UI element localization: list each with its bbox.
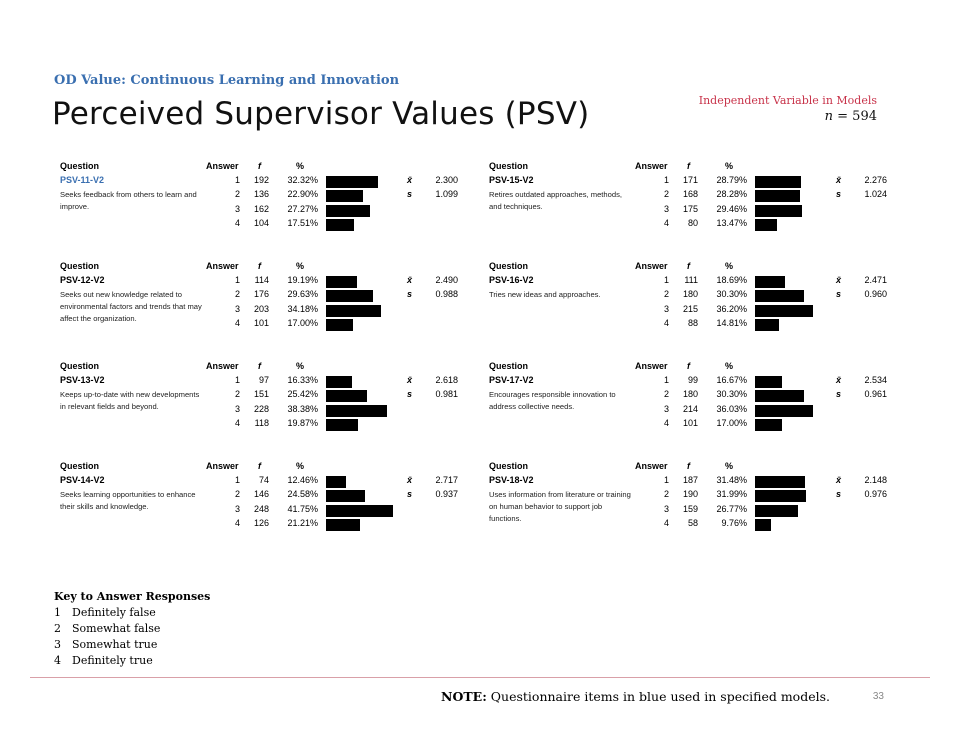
answer-key — [54, 590, 210, 670]
frequency-value: 136 — [253, 189, 269, 200]
percent-bar — [755, 419, 782, 431]
mean-symbol: x̄ — [836, 475, 842, 485]
question-id: PSV-17-V2 — [489, 375, 534, 385]
answer-value: 2 — [234, 489, 240, 500]
frequency-header: f — [258, 261, 261, 271]
answer-value: 1 — [234, 375, 240, 385]
question-header: Question — [60, 261, 100, 271]
sd-symbol: s — [407, 389, 413, 399]
percent-value: 9.76% — [721, 517, 747, 528]
mean-value: 2.717 — [435, 475, 458, 485]
question-block — [489, 361, 899, 451]
response-row — [60, 404, 470, 418]
frequency-value: 248 — [253, 503, 269, 514]
percent-bar — [326, 176, 378, 188]
percent-bar — [326, 419, 358, 431]
percent-bar — [755, 390, 804, 402]
percent-bar — [755, 305, 813, 317]
response-row — [489, 518, 899, 532]
answer-header: Answer — [635, 161, 668, 171]
answer-header: Answer — [635, 461, 668, 471]
percent-bar — [326, 276, 357, 288]
question-id: PSV-11-V2 — [60, 175, 105, 185]
answer-value: 3 — [234, 403, 240, 414]
percent-bar — [326, 505, 393, 517]
sd-value: 0.988 — [435, 289, 458, 299]
percent-bar — [755, 276, 785, 288]
frequency-header: f — [258, 361, 261, 371]
percent-bar — [326, 290, 373, 302]
frequency-value: 180 — [682, 289, 698, 300]
frequency-value: 187 — [682, 475, 698, 485]
percent-bar — [326, 205, 370, 217]
answer-value: 2 — [663, 289, 669, 300]
answer-value: 1 — [234, 475, 240, 485]
frequency-header: f — [687, 461, 690, 471]
percent-bar — [326, 490, 365, 502]
answer-header: Answer — [635, 361, 668, 371]
answer-value: 2 — [663, 189, 669, 200]
percent-header: % — [296, 361, 305, 371]
answer-key-number: 2 — [54, 622, 61, 635]
note-text: Questionnaire items in blue used in specified models. — [486, 689, 830, 704]
frequency-value: 203 — [253, 303, 269, 314]
frequency-value: 146 — [253, 489, 269, 500]
answer-key-number: 4 — [54, 654, 61, 667]
question-block — [60, 461, 470, 551]
mean-value: 2.148 — [864, 475, 887, 485]
percent-value: 36.20% — [716, 303, 747, 314]
frequency-value: 228 — [253, 403, 269, 414]
answer-value: 3 — [663, 403, 669, 414]
sd-value: 0.960 — [864, 289, 887, 299]
question-text: Retires outdated approaches, methods, and techniques. — [489, 190, 622, 211]
frequency-value: 118 — [254, 417, 269, 428]
response-row — [489, 504, 899, 518]
percent-value: 30.30% — [716, 289, 747, 300]
answer-value: 1 — [663, 375, 669, 385]
percent-bar — [326, 319, 353, 331]
percent-value: 17.00% — [287, 317, 318, 328]
response-row — [60, 418, 470, 432]
percent-value: 16.67% — [716, 375, 747, 385]
percent-value: 24.58% — [287, 489, 318, 500]
mean-symbol: x̄ — [407, 475, 413, 485]
answer-key-label: Definitely false — [72, 606, 156, 619]
frequency-value: 175 — [682, 203, 698, 214]
response-row — [60, 218, 470, 232]
answer-value: 3 — [663, 303, 669, 314]
answer-header: Answer — [635, 261, 668, 271]
question-text: Keeps up-to-date with new developments in relevant fields and beyond. — [60, 390, 200, 411]
percent-value: 16.33% — [287, 375, 318, 385]
percent-bar — [755, 319, 779, 331]
response-row — [489, 404, 899, 418]
question-block — [60, 361, 470, 451]
answer-value: 4 — [234, 317, 240, 328]
percent-value: 41.75% — [287, 503, 318, 514]
percent-header: % — [725, 161, 734, 171]
question-id: PSV-12-V2 — [60, 275, 105, 285]
percent-value: 12.46% — [287, 475, 318, 485]
frequency-value: 171 — [682, 175, 698, 185]
percent-value: 29.63% — [287, 289, 318, 300]
answer-value: 3 — [234, 203, 240, 214]
answer-key-item — [54, 606, 210, 622]
frequency-value: 74 — [258, 475, 269, 485]
frequency-value: 99 — [687, 375, 698, 385]
percent-bar — [755, 519, 771, 531]
question-header: Question — [60, 161, 100, 171]
answer-value: 2 — [234, 189, 240, 200]
percent-value: 25.42% — [287, 389, 318, 400]
question-id: PSV-13-V2 — [60, 375, 105, 385]
answer-value: 4 — [234, 417, 240, 428]
percent-bar — [326, 305, 381, 317]
percent-bar — [755, 205, 802, 217]
frequency-value: 192 — [253, 175, 269, 185]
answer-key-label: Somewhat true — [72, 638, 158, 651]
question-id: PSV-15-V2 — [489, 175, 534, 185]
mean-symbol: x̄ — [836, 375, 842, 385]
answer-key-number: 3 — [54, 638, 61, 651]
percent-value: 34.18% — [287, 303, 318, 314]
percent-header: % — [725, 361, 734, 371]
n-value: = 594 — [833, 109, 877, 124]
mean-symbol: x̄ — [407, 275, 413, 285]
frequency-value: 162 — [253, 203, 269, 214]
mean-value: 2.300 — [435, 175, 458, 185]
response-row — [60, 204, 470, 218]
question-text: Seeks feedback from others to learn and improve. — [60, 190, 197, 211]
answer-key-item — [54, 638, 210, 654]
percent-bar — [755, 290, 804, 302]
percent-header: % — [296, 161, 305, 171]
mean-value: 2.618 — [435, 375, 458, 385]
question-text: Encourages responsible innovation to address collective needs. — [489, 390, 616, 411]
response-row — [60, 518, 470, 532]
mean-value: 2.534 — [864, 375, 887, 385]
answer-value: 4 — [234, 217, 240, 228]
percent-value: 31.99% — [716, 489, 747, 500]
sd-symbol: s — [407, 189, 413, 199]
percent-value: 27.27% — [287, 203, 318, 214]
answer-header: Answer — [206, 261, 239, 271]
frequency-value: 58 — [687, 517, 698, 528]
frequency-header: f — [687, 361, 690, 371]
mean-symbol: x̄ — [836, 275, 842, 285]
answer-key-number: 1 — [54, 606, 61, 619]
answer-value: 1 — [663, 175, 669, 185]
frequency-value: 88 — [687, 317, 698, 328]
response-row — [489, 418, 899, 432]
question-block — [60, 261, 470, 351]
frequency-value: 159 — [682, 503, 698, 514]
question-block — [489, 461, 899, 551]
percent-header: % — [296, 461, 305, 471]
question-id: PSV-14-V2 — [60, 475, 105, 485]
footnote — [441, 689, 830, 704]
response-row — [489, 318, 899, 332]
answer-header: Answer — [206, 161, 239, 171]
answer-value: 4 — [663, 517, 669, 528]
percent-value: 17.00% — [716, 417, 747, 428]
response-row — [60, 504, 470, 518]
answer-key-item — [54, 622, 210, 638]
frequency-value: 101 — [253, 317, 269, 328]
percent-bar — [755, 219, 777, 231]
answer-value: 4 — [663, 217, 669, 228]
sd-value: 0.937 — [435, 489, 458, 499]
question-block — [60, 161, 470, 251]
percent-value: 21.21% — [287, 517, 318, 528]
response-row — [60, 304, 470, 318]
question-text: Uses information from literature or training on human behavior to support job functions. — [489, 490, 631, 523]
percent-value: 26.77% — [716, 503, 747, 514]
answer-value: 1 — [234, 175, 240, 185]
page-number: 33 — [872, 691, 884, 702]
answer-value: 3 — [663, 203, 669, 214]
answer-value: 4 — [663, 317, 669, 328]
question-text: Tries new ideas and approaches. — [489, 290, 601, 299]
frequency-value: 215 — [682, 303, 698, 314]
question-id: PSV-16-V2 — [489, 275, 534, 285]
answer-key-label: Somewhat false — [72, 622, 161, 635]
sd-value: 1.099 — [435, 189, 458, 199]
percent-header: % — [296, 261, 305, 271]
question-header: Question — [489, 261, 529, 271]
percent-value: 32.32% — [287, 175, 318, 185]
percent-value: 17.51% — [287, 217, 318, 228]
mean-symbol: x̄ — [836, 175, 842, 185]
percent-header: % — [725, 261, 734, 271]
percent-value: 19.87% — [287, 417, 318, 428]
sd-symbol: s — [407, 489, 413, 499]
percent-value: 22.90% — [287, 189, 318, 200]
percent-bar — [326, 190, 363, 202]
sd-value: 0.981 — [435, 389, 458, 399]
answer-value: 3 — [234, 503, 240, 514]
answer-value: 2 — [663, 389, 669, 400]
question-text: Seeks out new knowledge related to environmental factors and trends that may affect the organization. — [60, 290, 202, 323]
frequency-value: 104 — [253, 217, 269, 228]
footer-divider — [30, 677, 930, 678]
answer-value: 1 — [663, 275, 669, 285]
frequency-value: 190 — [682, 489, 698, 500]
percent-bar — [755, 190, 800, 202]
sd-symbol: s — [836, 189, 842, 199]
frequency-value: 114 — [254, 275, 269, 285]
frequency-value: 111 — [684, 275, 698, 285]
sd-value: 0.976 — [864, 489, 887, 499]
frequency-value: 214 — [682, 403, 698, 414]
percent-bar — [755, 176, 801, 188]
percent-value: 14.81% — [716, 317, 747, 328]
question-header: Question — [60, 361, 100, 371]
percent-value: 30.30% — [716, 389, 747, 400]
independent-variable-label: Independent Variable in Models — [698, 94, 877, 107]
percent-value: 19.19% — [287, 275, 318, 285]
percent-bar — [326, 219, 354, 231]
percent-value: 18.69% — [716, 275, 747, 285]
question-header: Question — [489, 461, 529, 471]
answer-header: Answer — [206, 461, 239, 471]
answer-key-title: Key to Answer Responses — [54, 590, 211, 603]
question-header: Question — [489, 161, 529, 171]
sd-symbol: s — [836, 389, 842, 399]
sample-size — [825, 109, 877, 124]
percent-value: 36.03% — [716, 403, 747, 414]
mean-value: 2.490 — [435, 275, 458, 285]
sd-value: 0.961 — [864, 389, 887, 399]
answer-key-label: Definitely true — [72, 654, 153, 667]
question-text: Seeks learning opportunities to enhance their skills and knowledge. — [60, 490, 196, 511]
answer-key-item — [54, 654, 210, 670]
question-block — [489, 161, 899, 251]
question-block — [489, 261, 899, 351]
question-header: Question — [489, 361, 529, 371]
response-row — [489, 204, 899, 218]
frequency-header: f — [687, 161, 690, 171]
note-label: NOTE: — [441, 689, 487, 704]
section-label: OD Value: Continuous Learning and Innovation — [54, 73, 400, 88]
percent-header: % — [725, 461, 734, 471]
percent-bar — [326, 519, 360, 531]
mean-value: 2.471 — [864, 275, 887, 285]
frequency-header: f — [687, 261, 690, 271]
answer-key-list — [54, 606, 210, 670]
mean-symbol: x̄ — [407, 375, 413, 385]
answer-header: Answer — [206, 361, 239, 371]
percent-bar — [326, 405, 387, 417]
answer-value: 3 — [663, 503, 669, 514]
page-title: Perceived Supervisor Values (PSV) — [52, 96, 590, 132]
answer-value: 4 — [234, 517, 240, 528]
mean-symbol: x̄ — [407, 175, 413, 185]
answer-value: 4 — [663, 417, 669, 428]
sd-symbol: s — [836, 489, 842, 499]
percent-value: 28.28% — [716, 189, 747, 200]
frequency-value: 101 — [682, 417, 698, 428]
percent-value: 28.79% — [716, 175, 747, 185]
frequency-value: 151 — [253, 389, 269, 400]
response-row — [489, 218, 899, 232]
frequency-header: f — [258, 461, 261, 471]
n-symbol: n — [824, 109, 834, 124]
answer-value: 1 — [663, 475, 669, 485]
percent-bar — [755, 490, 806, 502]
mean-value: 2.276 — [864, 175, 887, 185]
frequency-value: 97 — [258, 375, 269, 385]
percent-bar — [326, 390, 367, 402]
frequency-value: 126 — [253, 517, 269, 528]
sd-value: 1.024 — [864, 189, 887, 199]
sd-symbol: s — [836, 289, 842, 299]
percent-value: 29.46% — [716, 203, 747, 214]
answer-value: 1 — [234, 275, 240, 285]
frequency-value: 168 — [682, 189, 698, 200]
answer-value: 3 — [234, 303, 240, 314]
answer-value: 2 — [234, 389, 240, 400]
percent-bar — [326, 476, 346, 488]
response-row — [60, 318, 470, 332]
frequency-value: 176 — [253, 289, 269, 300]
percent-bar — [755, 376, 782, 388]
percent-bar — [755, 405, 813, 417]
question-header: Question — [60, 461, 100, 471]
question-id: PSV-18-V2 — [489, 475, 534, 485]
percent-value: 31.48% — [716, 475, 747, 485]
percent-bar — [326, 376, 352, 388]
frequency-value: 80 — [687, 217, 698, 228]
percent-bar — [755, 505, 798, 517]
sd-symbol: s — [407, 289, 413, 299]
frequency-header: f — [258, 161, 261, 171]
answer-value: 2 — [234, 289, 240, 300]
percent-bar — [755, 476, 805, 488]
response-row — [489, 304, 899, 318]
percent-value: 38.38% — [287, 403, 318, 414]
answer-value: 2 — [663, 489, 669, 500]
percent-value: 13.47% — [716, 217, 747, 228]
frequency-value: 180 — [682, 389, 698, 400]
